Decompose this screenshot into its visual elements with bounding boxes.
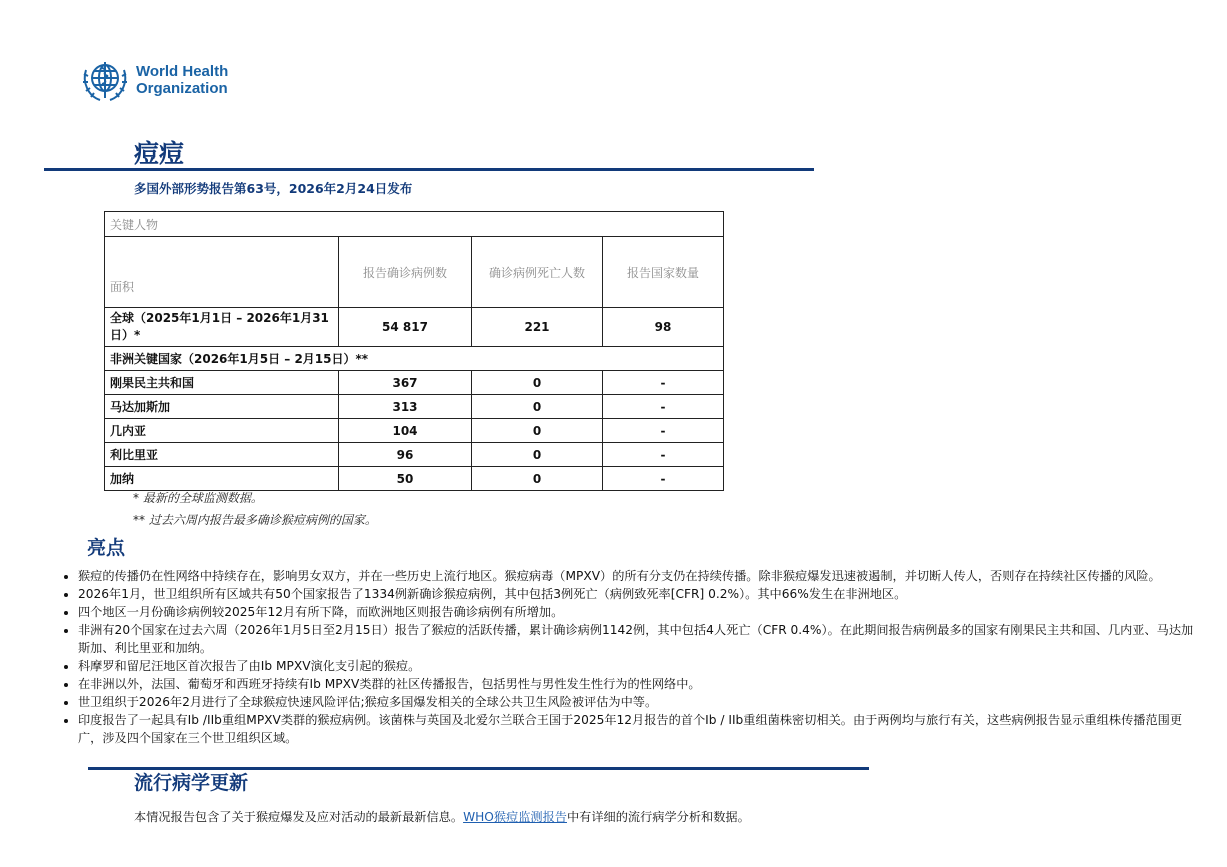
cell-cases: 367 — [339, 371, 472, 395]
table-row-global — [105, 308, 724, 347]
page-title: 痘痘 — [134, 139, 185, 168]
surveillance-report-link[interactable]: WHO猴痘监测报告 — [463, 810, 567, 824]
list-item: • 印度报告了一起具有Ib /IIb重组MPXV类群的猴痘病例。该菌株与英国及北爱尔兰联合王国于2025年12月报告的首个Ib / IIb重组菌株密切相关。由于两例均与旅行有关，这些病例报告显示重组株传播范围更广，涉及四个国家在三个世卫组织区域。 — [78, 711, 1204, 747]
cell-cases: 96 — [339, 443, 472, 467]
cell-deaths: 0 — [472, 419, 603, 443]
cell-cases: 50 — [339, 467, 472, 491]
title-divider — [44, 168, 814, 171]
cell-area: 利比里亚 — [105, 443, 339, 467]
list-item: • 科摩罗和留尼汪地区首次报告了由Ib MPXV演化支引起的猴痘。 — [78, 657, 1204, 675]
cell-area: 几内亚 — [105, 419, 339, 443]
cell-deaths: 0 — [472, 371, 603, 395]
footnote-global: * 最新的全球监测数据。 — [133, 491, 263, 505]
list-item: • 非洲有20个国家在过去六周（2026年1月5日至2月15日）报告了猴痘的活跃传播，累计确诊病例1142例，其中包括4人死亡（CFR 0.4%）。在此期间报告病例最多的国家有刚果民主共和国、几内亚、马达加斯加、利比里亚和加纳。 — [78, 621, 1204, 657]
cell-deaths: 0 — [472, 467, 603, 491]
footnote-africa: ** 过去六周内报告最多确诊猴痘病例的国家。 — [133, 513, 377, 527]
cell-deaths: 0 — [472, 395, 603, 419]
cell-countries: - — [603, 419, 724, 443]
cell-countries: - — [603, 467, 724, 491]
epidemiology-heading: 流行病学更新 — [134, 772, 249, 794]
cell-area: 加纳 — [105, 467, 339, 491]
cell-countries: - — [603, 371, 724, 395]
highlights-list — [64, 567, 1204, 747]
key-figures-table — [104, 211, 724, 491]
column-header-area: 面积 — [105, 237, 339, 308]
cell-area: 马达加斯加 — [105, 395, 339, 419]
epidemiology-paragraph — [134, 808, 750, 825]
cell-countries: 98 — [603, 308, 724, 347]
cell-countries: - — [603, 395, 724, 419]
cell-cases: 313 — [339, 395, 472, 419]
logo-line-2: Organization — [136, 80, 228, 97]
list-item: • 在非洲以外，法国、葡萄牙和西班牙持续有Ib MPXV类群的社区传播报告，包括男性与男性发生性行为的性网络中。 — [78, 675, 1204, 693]
table-caption: 关键人物 — [105, 212, 724, 237]
table-row — [105, 443, 724, 467]
cell-area: 全球（2025年1月1日 – 2026年1月31日）* — [105, 308, 339, 347]
column-header-cases: 报告确诊病例数 — [339, 237, 472, 308]
cell-cases: 54 817 — [339, 308, 472, 347]
list-item: • 2026年1月，世卫组织所有区域共有50个国家报告了1334例新确诊猴痘病例，其中包括3例死亡（病例致死率[CFR] 0.2%）。其中66%发生在非洲地区。 — [78, 585, 1204, 603]
table-subheader-africa: 非洲关键国家（2026年1月5日 – 2月15日）** — [105, 347, 724, 371]
who-emblem-icon — [80, 56, 130, 104]
table-row — [105, 467, 724, 491]
list-item: • 世卫组织于2026年2月进行了全球猴痘快速风险评估;猴痘多国爆发相关的全球公共卫生风险被评估为中等。 — [78, 693, 1204, 711]
cell-deaths: 221 — [472, 308, 603, 347]
list-item: • 猴痘的传播仍在性网络中持续存在，影响男女双方，并在一些历史上流行地区。猴痘病毒（MPXV）的所有分支仍在持续传播。除非猴痘爆发迅速被遏制，并切断人传人，否则存在持续社区传播的风险。 — [78, 567, 1204, 585]
table-row — [105, 371, 724, 395]
epi-text-before: 本情况报告包含了关于猴痘爆发及应对活动的最新最新信息。 — [134, 810, 464, 824]
logo-line-1: World Health — [136, 63, 229, 80]
highlights-heading: 亮点 — [87, 537, 126, 559]
cell-countries: - — [603, 443, 724, 467]
epi-text-after: 中有详细的流行病学分析和数据。 — [567, 810, 750, 824]
report-subtitle: 多国外部形势报告第63号，2026年2月24日发布 — [134, 181, 413, 196]
column-header-deaths: 确诊病例死亡人数 — [472, 237, 603, 308]
cell-area: 刚果民主共和国 — [105, 371, 339, 395]
column-header-countries: 报告国家数量 — [603, 237, 724, 308]
cell-deaths: 0 — [472, 443, 603, 467]
list-item: • 四个地区一月份确诊病例较2025年12月有所下降，而欧洲地区则报告确诊病例有所增加。 — [78, 603, 1204, 621]
cell-cases: 104 — [339, 419, 472, 443]
who-logo — [80, 56, 228, 104]
table-row — [105, 395, 724, 419]
table-row — [105, 419, 724, 443]
